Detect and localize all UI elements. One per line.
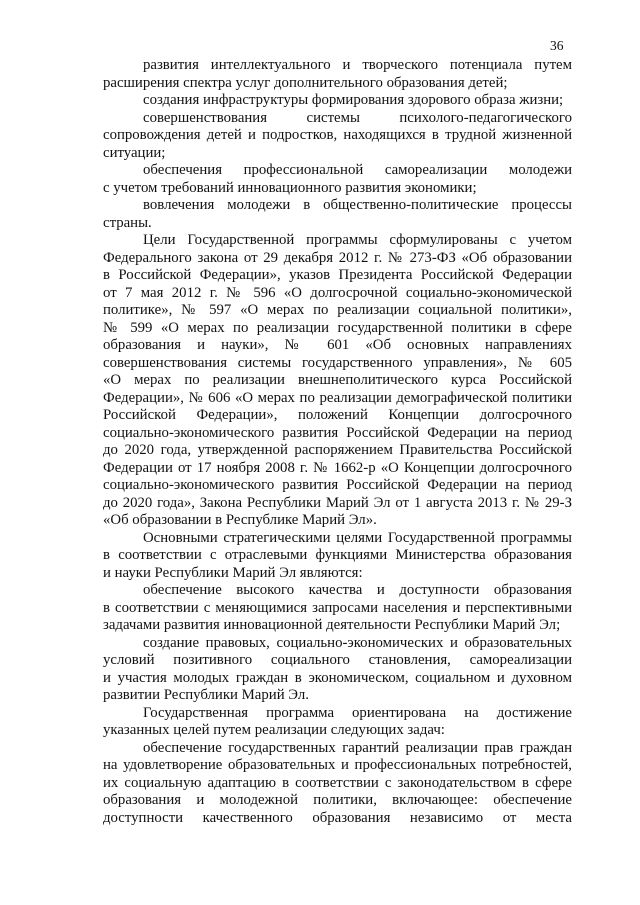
text-line: Федерации», № 606 «О мерах по реализации демографической политики — [103, 389, 572, 406]
text-line: вовлечения молодежи в общественно-политические процессы — [143, 197, 572, 213]
text-line: сопровождения детей и подростков, находящихся в трудной жизненной — [103, 127, 572, 143]
text-line: создания инфраструктуры формирования здорового образа жизни; — [143, 92, 564, 108]
text-line: создание правовых, социально-экономических и образовательных — [143, 634, 572, 651]
text-line: обеспечения профессиональной самореализации молодежи — [143, 162, 572, 178]
text-line: доступности качественного образования независимо от места — [103, 809, 572, 826]
text-line: № 599 «О мерах по реализации государственной политики в сфере — [103, 319, 572, 336]
text-line: ситуации; — [103, 144, 166, 161]
text-line: образования и науки», № 601 «Об основных направлениях — [103, 337, 572, 353]
text-line: Российской Федерации», положений Концепции долгосрочного — [103, 407, 572, 423]
text-line: условий позитивного социального становления, самореализации — [103, 652, 572, 668]
text-line: развитии Республики Марий Эл. — [103, 687, 309, 703]
text-line: в соответствии с отраслевыми функциями Министерства образования — [103, 547, 572, 563]
page-number: 36 — [550, 38, 564, 53]
paragraph — [103, 162, 572, 197]
text-line: Цели Государственной программы сформулированы с учетом — [143, 232, 572, 248]
paragraph — [103, 110, 572, 163]
text-line: страны. — [103, 214, 152, 231]
paragraph — [103, 197, 572, 232]
text-line: Федерального закона от 29 декабря 2012 г. № 273-ФЗ «Об образовании — [103, 249, 572, 266]
text-line: до 2020 года, утвержденной распоряжением Правительства Российской — [103, 442, 572, 458]
text-line: Федерации от 17 ноября 2008 г. № 1662-р «О Концепции долгосрочного — [103, 459, 572, 476]
text-line: задачами развития инновационной деятельности Республики Марий Эл; — [103, 617, 561, 633]
text-line: от 7 мая 2012 г. № 596 «О долгосрочной социально-экономической — [103, 284, 572, 301]
paragraph — [103, 92, 572, 110]
paragraph — [103, 635, 572, 705]
text-line: расширения спектра услуг дополнительного образования детей; — [103, 74, 508, 91]
text-line: с учетом требований инновационного развития экономики; — [103, 179, 477, 196]
text-line: до 2020 года», Закона Республики Марий Эл от 1 августа 2013 г. № 29-З — [103, 494, 572, 511]
text-line: Основными стратегическими целями Государственной программы — [143, 529, 572, 546]
text-line: развития интеллектуального и творческого потенциала путем — [143, 57, 572, 73]
paragraph — [103, 740, 572, 828]
text-line: политике», № 597 «О мерах по реализации социальной политики», — [103, 302, 572, 318]
text-line: Государственная программа ориентирована на достижение — [143, 704, 572, 721]
text-line: совершенствования системы психолого-педагогического — [143, 109, 572, 126]
text-line: их социальную адаптацию в соответствии с законодательством в сфере — [103, 774, 572, 791]
text-line: совершенствования системы государственного управления», № 605 — [103, 354, 572, 371]
text-line: образования и молодежной политики, включающее: обеспечение — [103, 792, 572, 808]
text-line: указанных целей путем реализации следующих задач: — [103, 722, 445, 738]
text-line: в Российской Федерации», указов Президента Российской Федерации — [103, 267, 572, 283]
paragraph — [103, 705, 572, 740]
document-body — [103, 57, 572, 827]
text-line: и участия молодых граждан в экономическом, социальном и духовном — [103, 669, 572, 686]
text-line: социально-экономического развития Российской Федерации на период — [103, 424, 572, 441]
paragraph — [103, 582, 572, 635]
text-line: обеспечение высокого качества и доступности образования — [143, 582, 572, 598]
text-line: «О мерах по реализации внешнеполитического курса Российской — [103, 372, 572, 388]
text-line: на удовлетворение образовательных и профессиональных потребностей, — [103, 757, 572, 773]
text-line: «Об образовании в Республике Марий Эл». — [103, 512, 377, 528]
text-line: и науки Республики Марий Эл являются: — [103, 564, 363, 581]
text-line: социально-экономического развития Российской Федерации на период — [103, 477, 572, 493]
paragraph — [103, 530, 572, 583]
paragraph — [103, 232, 572, 530]
text-line: обеспечение государственных гарантий реализации прав граждан — [143, 739, 572, 756]
paragraph — [103, 57, 572, 92]
text-line: в соответствии с меняющимися запросами населения и перспективными — [103, 599, 572, 616]
